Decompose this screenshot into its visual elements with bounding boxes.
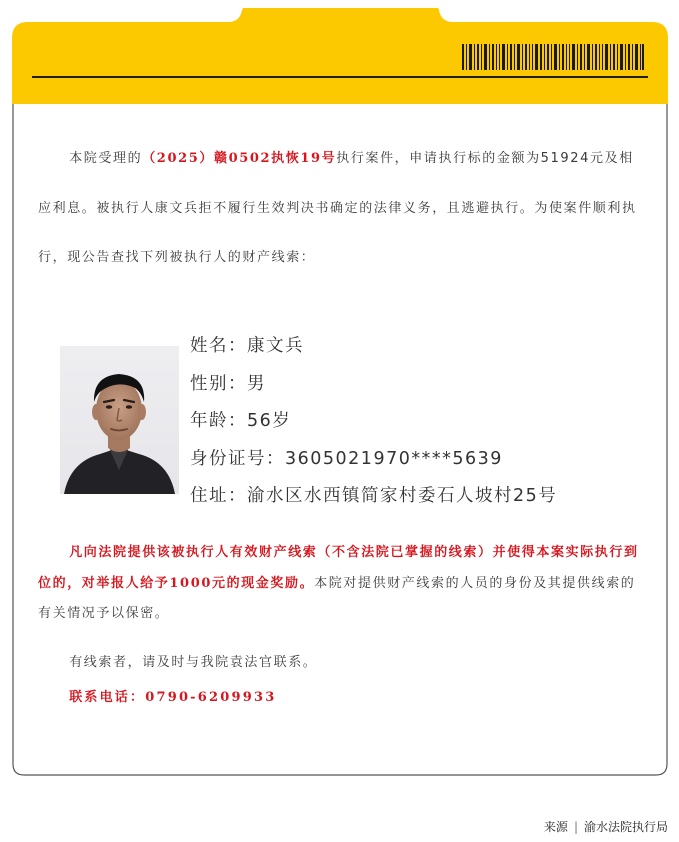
- address-label: 住址：: [190, 486, 247, 506]
- info-row-id: [190, 441, 557, 479]
- name-label: 姓名：: [190, 336, 247, 356]
- name-value: 康文兵: [247, 336, 304, 356]
- person-photo-icon: [60, 346, 179, 494]
- contact-prompt: 有线索者，请及时与我院袁法官联系。: [69, 655, 318, 670]
- person-photo: [60, 346, 179, 494]
- age-label: 年龄：: [190, 411, 247, 431]
- source-separator: |: [573, 820, 578, 834]
- notice-card: [12, 8, 668, 776]
- confidentiality-text: 本院对提供财产线索的人员的身份及其提供线索的有关情况予以保密。: [38, 575, 636, 621]
- age-value: 56岁: [247, 411, 292, 431]
- info-row-address: [190, 478, 557, 516]
- person-info-list: [190, 328, 557, 516]
- case-intro-paragraph: [38, 134, 646, 283]
- phone-label: 联系电话：: [69, 690, 146, 705]
- reward-highlight: 凡向法院提供该被执行人有效财产线索（不含法院已掌握的线索）并使得本案实际执行到位的，对举报人给予1000元的现金奖励。: [38, 545, 639, 591]
- phone-line: [38, 685, 646, 711]
- source-label: 来源: [543, 820, 568, 834]
- source-name: 渝水法院执行局: [583, 820, 668, 834]
- intro-text-body: 执行案件，申请执行标的金额为51924元及相应利息。被执行人康文兵拒不履行生效判决书确定的法律义务，且逃避执行。为使案件顺利执行，现公告查找下列被执行人的财产线索：: [38, 151, 637, 265]
- info-row-gender: [190, 366, 557, 404]
- reward-paragraph: [38, 538, 646, 630]
- info-row-age: [190, 403, 557, 441]
- gender-value: 男: [247, 373, 266, 394]
- address-value: 渝水区水西镇简家村委石人坡村25号: [247, 486, 558, 506]
- gender-label: 性别：: [190, 373, 247, 394]
- info-row-name: [190, 328, 557, 366]
- notice-content: [12, 8, 668, 776]
- case-number: （2025）赣0502执恢19号: [142, 151, 337, 166]
- intro-text-lead: 本院受理的: [69, 151, 143, 166]
- source-credit: [544, 818, 668, 835]
- id-value: 3605021970****5639: [285, 448, 503, 469]
- id-label: 身份证号：: [190, 448, 285, 469]
- phone-number[interactable]: 0790-6209933: [145, 690, 277, 705]
